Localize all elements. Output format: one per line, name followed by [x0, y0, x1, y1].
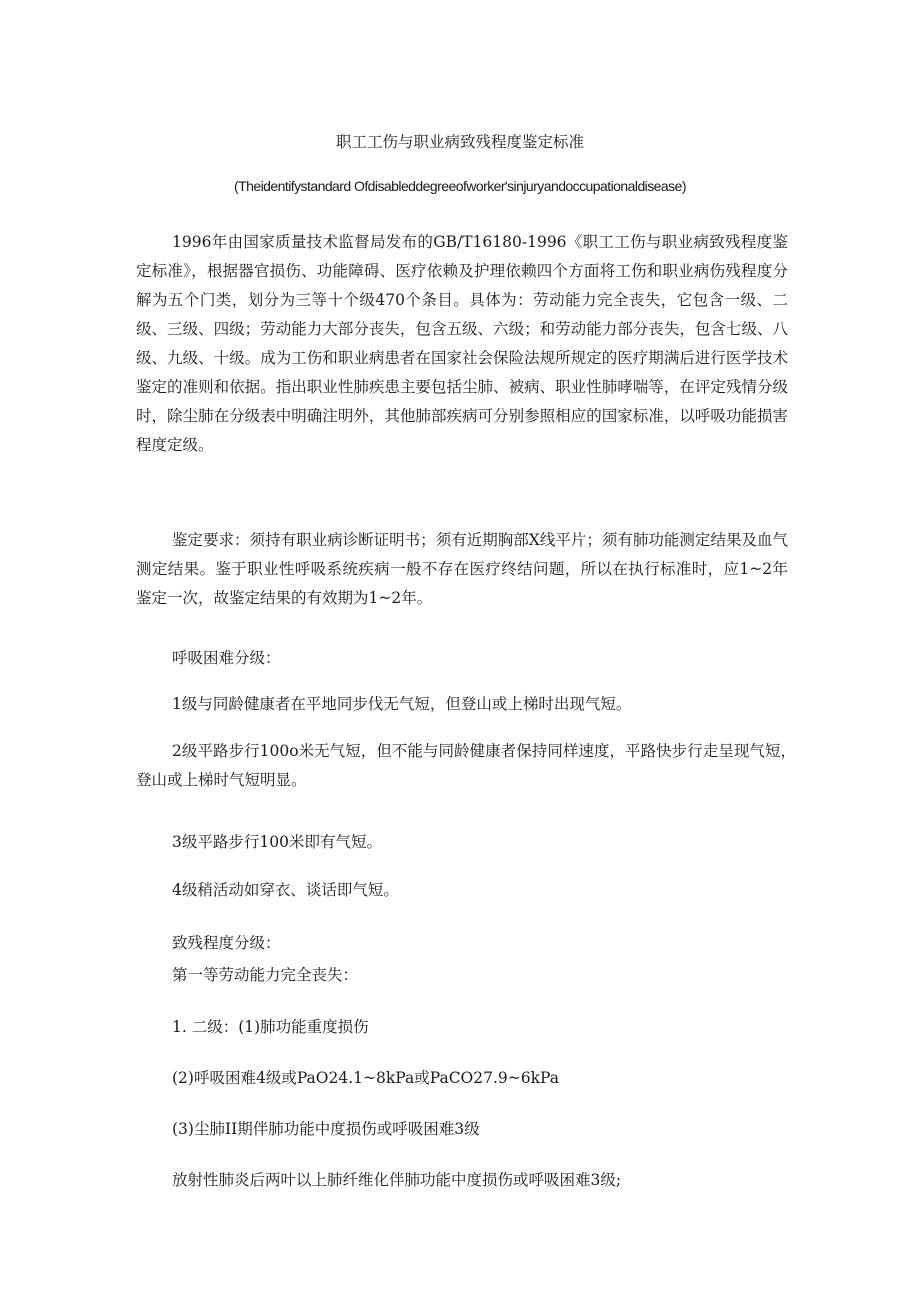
- english-subtitle: (Theidentifystandard Ofdisableddegreeofworker'sinjuryandoccupationaldisease): [234, 178, 686, 194]
- dyspnea-level-1: 1级与同龄健康者在平地同步伐无气短，但登山或上梯时出现气短。: [172, 695, 632, 713]
- dyspnea-level-4: 4级稍活动如穿衣、谈话即气短。: [172, 881, 399, 899]
- grade-2-item: (2)呼吸困难4级或PaO24.1~8kPa或PaCO27.9~6kPa: [172, 1069, 559, 1087]
- intro-paragraph: 1996年由国家质量技术监督局发布的GB/T16180-1996《职工工伤与职业病致残程度鉴定标准》，根据器官损伤、功能障碍、医疗依赖及护理依赖四个方面将工伤和职业病伤残程度分解为五个门类，划分为三等十个级470个条目。具体为：劳动能力完全丧失，它包含一级、二级、三级、四级；劳动能力大部分丧失，包含五级、六级；和劳动能力部分丧失，包含七级、八级、九级、十级。成为工伤和职业病患者在国家社会保险法规所规定的医疗期满后进行医学技术鉴定的准则和依据。指出职业性肺疾患主要包括尘肺、被病、职业性肺哮喘等，在评定残情分级时，除尘肺在分级表中明确注明外，其他肺部疾病可分别参照相应的国家标准，以呼吸功能损害程度定级。: [136, 233, 788, 454]
- disability-heading: 致残程度分级：: [172, 934, 281, 952]
- requirements-paragraph: 鉴定要求：须持有职业病诊断证明书；须有近期胸部X线平片；须有肺功能测定结果及血气测定结果。鉴于职业性呼吸系统疾病一般不存在医疗终结问题，所以在执行标准时，应1~2年鉴定一次，故鉴定结果的有效期为1~2年。: [136, 531, 788, 607]
- dyspnea-heading: 呼吸困难分级：: [172, 649, 281, 667]
- class-1-heading: 第一等劳动能力完全丧失：: [172, 966, 359, 984]
- grade-2-item: 放射性肺炎后两叶以上肺纤维化伴肺功能中度损伤或呼吸困难3级;: [172, 1171, 622, 1189]
- dyspnea-level-2: 2级平路步行100o米无气短，但不能与同龄健康者保持同样速度，平路快步行走呈现气短，登山或上梯时气短明显。: [136, 742, 796, 789]
- dyspnea-level-3: 3级平路步行100米即有气短。: [172, 833, 382, 851]
- page-title: 职工工伤与职业病致残程度鉴定标准: [335, 133, 584, 151]
- grade-2-item: 1. 二级：(1)肺功能重度损伤: [172, 1018, 369, 1036]
- grade-2-item: (3)尘肺II期伴肺功能中度损伤或呼吸困难3级: [172, 1120, 480, 1138]
